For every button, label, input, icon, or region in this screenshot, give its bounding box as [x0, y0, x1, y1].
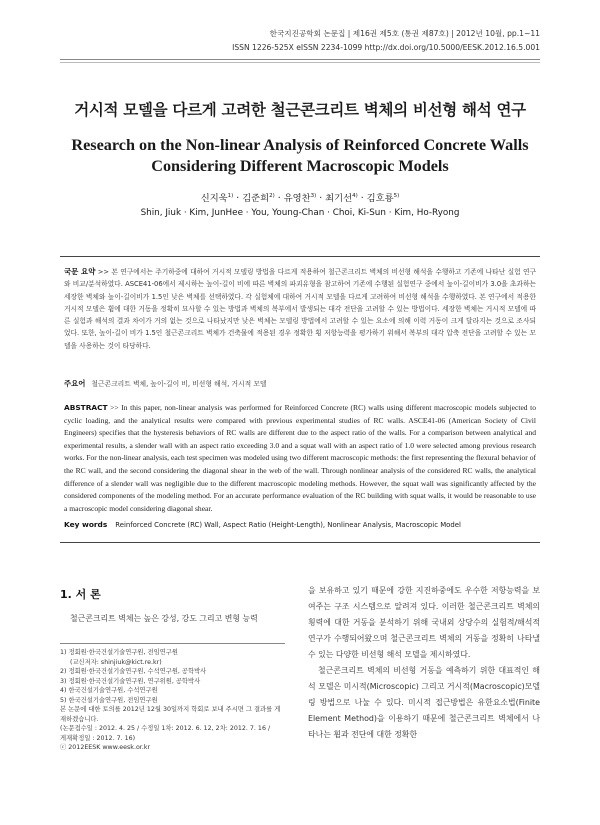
submission-dates: 게재확정일 : 2012. 7. 16)	[60, 734, 136, 742]
keywords-korean	[64, 378, 536, 389]
authors-english: Shin, Jiuk · Kim, JunHee · You, Young-Chan · Choi, Ki-Sun · Kim, Ho-Ryong	[140, 208, 460, 218]
footnote-item: 4) 한국건설기술연구원, 수석연구원	[60, 687, 158, 694]
author-affiliation-mark: 3)	[310, 192, 317, 199]
abstract-korean-label: 국문 요약	[64, 267, 96, 276]
author-name: 김호룡	[366, 193, 394, 204]
author-separator: ·	[357, 193, 367, 204]
footnote-item: 3) 정회원·한국건설기술연구원, 연구위원, 공학박사	[60, 677, 201, 685]
copyright-notice: ⓒ 2012EESK www.eesk.or.kr	[60, 744, 151, 751]
abstract-arrows: >>	[97, 268, 110, 276]
author-separator: ·	[316, 193, 326, 204]
keywords-korean-text: 철근콘크리트 벽체, 높이-길이 비, 비선형 해석, 거시적 모델	[91, 380, 267, 388]
abstract-english	[64, 402, 536, 515]
abstract-korean	[64, 266, 536, 352]
abstract-arrows: >>	[110, 403, 119, 412]
title-english-line1: Research on the Non-linear Analysis of Reinforced Concrete Walls	[71, 136, 529, 154]
abstract-top-rule	[60, 256, 540, 257]
introduction-paragraph: 철근콘크리트 벽체는 높은 강성, 강도 그리고 변형 능력	[70, 614, 258, 623]
footnote-item: 5) 한국건설기술연구원, 전임연구원	[60, 696, 158, 704]
author-name: 유영찬	[283, 193, 311, 204]
author-name: 신지욱	[200, 193, 228, 204]
abstract-bottom-rule	[60, 542, 540, 543]
keywords-english-label: Key words	[64, 520, 108, 529]
submission-dates: (논문접수일 : 2012. 4. 25 / 수정일 1차: 2012. 6. 12, 2차: 2012. 7. 16 /	[60, 725, 271, 732]
author-name: 김준희	[242, 193, 270, 204]
title-english-line2: Considering Different Macroscopic Models	[151, 157, 449, 175]
author-affiliation-mark: 4)	[352, 192, 358, 199]
discussion-note: 본 논문에 대한 토의를 2012년 12월 30일까지 학회로 보내 주시면 그 결과를 게재하겠습니다.	[60, 706, 281, 723]
keywords-korean-label: 주요어	[64, 379, 86, 388]
author-affiliation-mark: 5)	[393, 192, 400, 199]
author-separator: ·	[274, 193, 284, 204]
issn-doi-line: ISSN 1226-525X eISSN 2234-1099 http://dx.doi.org/10.5000/EESK.2012.16.5.001	[232, 43, 540, 52]
author-name: 최기선	[325, 193, 353, 204]
title-english	[40, 135, 560, 177]
abstract-korean-text: 본 연구에서는 주기하중에 대하여 거시적 모델링 방법을 다르게 적용하여 철근콘크리트 벽체의 비선형 해석을 수행하고 기존에 나타난 실험 연구와 비교/분석하였다. ASCE41-06에서 제시하는 높이-길이 비에 따른 벽체의 파괴유형을 참고하여 기존에 수행된 실험연구 중에서 높이-길이비가 3.0을 초과하는 세장한 벽체와 높이-길이비가 1.5인 낮은 벽체를 선택하였다. 각 실험체에 대하여 거시적 모델을 다르게 고려하여 비선형 해석을 수행하였다. 본 연구에서 적용한 거시적 모델은 휨에 대한 거동을 정확히 묘사할 수 있는 방법과 벽체의 복부에서 발생되는 대각 전단을 고려할 수 있는 방법이다. 세장한 벽체는 거시적 모델에 따른 실험과 해석의 결과 차이가 거의 없는 것으로 나타났지만 낮은 벽체는 모델링 방법에서 고려할 수 있는 요소에 의해 이력 거동이 크게 달라지는 것으로 조사되었다. 또한, 높이-길이 비가 1.5인 철근콘크리트 벽체가 건축물에 적용된 경우 정확한 횡 저항능력을 평가하기 위해서 복부의 대각 압축 전단을 고려할 수 있는 모델을 사용하는 것이 타당하다.	[64, 268, 536, 350]
footnote-item: 2) 정회원·한국건설기술연구원, 수석연구원, 공학박사	[60, 668, 207, 675]
footnote-divider	[60, 643, 285, 644]
abstract-english-label: ABSTRACT	[64, 403, 108, 412]
right-column-body	[308, 583, 540, 743]
body-paragraph: 철근콘크리트 벽체의 비선형 거동을 예측하기 위한 대표적인 해석 모델은 미시적(Microscopic) 그리고 거시적(Macroscopic)모델링 방법으로 나눌 수 있다. 미시적 접근방법은 유한요소법(Finite Element Method)을 이용하기 때문에 철근콘크리트 벽체에서 나타나는 휨과 전단에 대한 정확한	[308, 666, 540, 739]
keywords-english-text: Reinforced Concrete (RC) Wall, Aspect Ratio (Height-Length), Nonlinear Analysis, Macroscopic Model	[115, 521, 461, 529]
footnote-item: (교신저자: shinjiuk@kict.re.kr)	[70, 658, 162, 666]
authors-korean	[40, 190, 560, 204]
journal-header: 한국지진공학회 논문집 | 제16권 제5호 (통권 제87호) | 2012년 10월, pp.1~11	[269, 29, 540, 38]
body-paragraph: 을 보유하고 있기 때문에 강한 지진하중에도 우수한 저항능력을 보여주는 구조 시스템으로 알려져 있다. 이러한 철근콘크리트 벽체의 횡력에 대한 거동을 분석하기 위해 국내외 상당수의 실험적/해석적 연구가 수행되어왔으며 철근콘크리트 벽체의 거동을 정확히 나타낼 수 있는 다양한 비선형 해석 모델을 제시하였다.	[308, 586, 540, 659]
keywords-english	[64, 520, 536, 529]
section-heading-introduction: 1. 서 론	[60, 588, 101, 601]
author-affiliation-mark: 1)	[227, 192, 234, 199]
footnote-item: 1) 정회원·한국건설기술연구원, 전임연구원	[60, 649, 178, 656]
header-divider-thin	[60, 62, 540, 63]
author-affiliation-mark: 2)	[269, 192, 275, 199]
author-separator: ·	[233, 193, 243, 204]
header-divider	[60, 59, 540, 60]
abstract-english-text: In this paper, non-linear analysis was performed for Reinforced Concrete (RC) walls using different macroscopic models subjected to cyclic loading, and the analytical results were compared with previous experimental studies of RC walls. ASCE41-06 (American Society of Civil Engineers) specifies that the hysteresis behaviors of RC walls are different due to the aspect ratio of the walls. For a comparison between analytical and experimental results, a slender wall with an aspect ratio exceeding 3.0 and a squat wall with an aspect ratio of 1.0 were selected among previous research works. For the non-linear analysis, each test specimen was modeled using two different macroscopic methods: the first representing the flexural behavior of the RC wall, and the second considering the diagonal shear in the web of the wall. Through nonlinear analysis of the considered RC walls, the analytical difference of a slender wall was negligible due to the different macroscopic modeling methods. However, the squat wall was significantly affected by the considered components of the modeling method. For an accurate performance evaluation of the RC building with squat walls, it would be reasonable to use a macroscopic model considering diagonal shear.	[64, 403, 537, 513]
footnotes	[60, 648, 285, 753]
title-korean: 거시적 모델을 다르게 고려한 철근콘크리트 벽체의 비선형 해석 연구	[74, 101, 526, 119]
abstract-box	[60, 256, 540, 543]
